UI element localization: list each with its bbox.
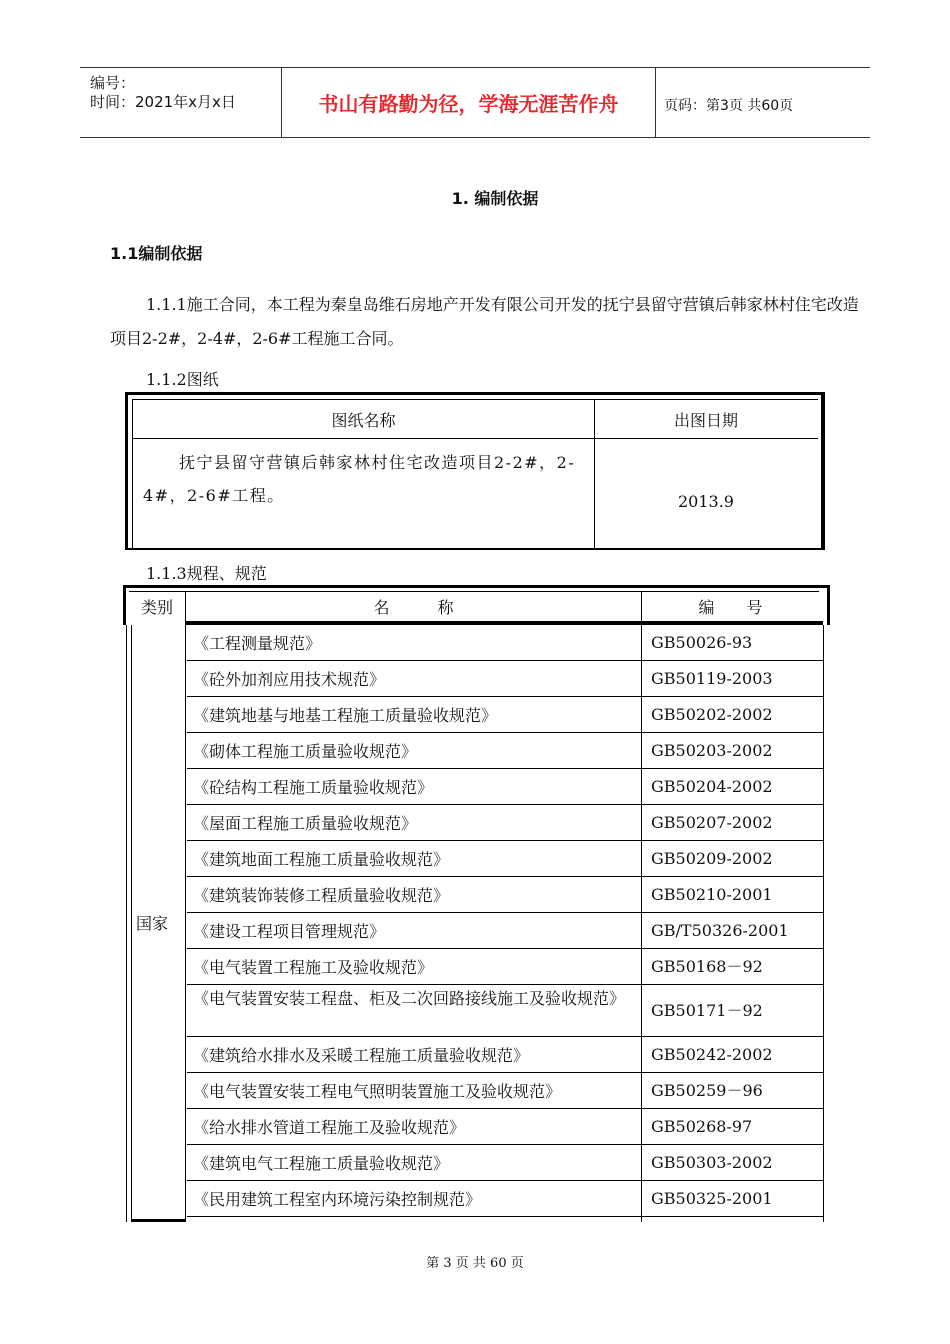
drawing-name: 抚宁县留守营镇后韩家林村住宅改造项目2-2#，2-4#，2-6#工程。 (143, 453, 576, 505)
category-label: 国家 (136, 914, 169, 933)
specs-col-category: 类别 (129, 591, 185, 621)
spec-row (187, 877, 824, 913)
spec-code: GB50259－96 (651, 1081, 763, 1100)
spec-row (187, 1109, 824, 1145)
section-subtitle: 1.1编制依据 (110, 244, 203, 263)
spec-name: 《砌体工程施工质量验收规范》 (193, 742, 418, 761)
page-header (80, 67, 870, 138)
spec-code: GB50209-2002 (651, 849, 773, 868)
spec-row (187, 697, 824, 733)
spec-row (187, 661, 824, 697)
spec-name: 《民用建筑工程室内环境污染控制规范》 (193, 1190, 482, 1209)
spec-name: 《建筑地基与地基工程施工质量验收规范》 (193, 706, 498, 725)
spec-code: GB50119-2003 (651, 669, 773, 688)
spec-row (187, 1073, 824, 1109)
spec-name: 《建筑装饰装修工程质量验收规范》 (193, 886, 450, 905)
spec-name: 《电气装置安装工程电气照明装置施工及验收规范》 (193, 1082, 562, 1101)
spec-code: GB50168－92 (651, 957, 763, 976)
header-motto: 书山有路勤为径，学海无涯苦作舟 (281, 68, 656, 137)
contract-paragraph: 1.1.1施工合同，本工程为秦皇岛维石房地产开发有限公司开发的抚宁县留守营镇后韩家林村住宅改造项目2-2#，2-4#，2-6#工程施工合同。 (110, 295, 859, 348)
spec-name: 《建筑给水排水及采暖工程施工质量验收规范》 (193, 1046, 530, 1065)
spec-name: 《工程测量规范》 (193, 634, 322, 653)
spec-name: 《建设工程项目管理规范》 (193, 922, 386, 941)
header-page-number: 页码：第3页 共60页 (664, 98, 794, 114)
header-meta (80, 68, 281, 137)
drawings-heading: 1.1.2图纸 (146, 370, 219, 389)
spec-row (187, 733, 824, 769)
spec-code: GB50026-93 (651, 633, 753, 652)
specs-table (123, 585, 830, 1222)
spec-code: GB50210-2001 (651, 885, 773, 904)
drawings-table (125, 392, 825, 550)
spec-code: GB50325-2001 (651, 1189, 773, 1208)
spec-row (187, 985, 824, 1037)
spec-code: GB50268-97 (651, 1117, 753, 1136)
spec-code: GB50202-2002 (651, 705, 773, 724)
spec-code: GB/T50326-2001 (651, 921, 789, 940)
section-title: 1. 编制依据 (451, 189, 539, 208)
spec-row (187, 1181, 824, 1217)
spec-row (187, 1145, 824, 1181)
specs-heading: 1.1.3规程、规范 (146, 564, 267, 583)
spec-name: 《屋面工程施工质量验收规范》 (193, 814, 418, 833)
spec-name: 《建筑地面工程施工质量验收规范》 (193, 850, 450, 869)
drawings-col-date: 出图日期 (673, 411, 738, 430)
spec-name: 《电气装置安装工程盘、柜及二次回路接线施工及验收规范》 (193, 989, 626, 1008)
spec-row (187, 1037, 824, 1073)
spec-name: 《砼结构工程施工质量验收规范》 (193, 778, 434, 797)
spec-row (187, 913, 824, 949)
spec-code: GB50207-2002 (651, 813, 773, 832)
drawing-date: 2013.9 (678, 492, 734, 511)
spec-name: 《电气装置工程施工及验收规范》 (193, 958, 434, 977)
spec-code: GB50204-2002 (651, 777, 773, 796)
header-time: 时间：2021年x月x日 (90, 93, 236, 111)
spec-name: 《砼外加剂应用技术规范》 (193, 670, 386, 689)
header-number: 编号： (90, 74, 136, 92)
spec-row (187, 805, 824, 841)
spec-code: GB50171－92 (651, 1001, 763, 1020)
spec-name: 《建筑电气工程施工质量验收规范》 (193, 1154, 450, 1173)
spec-row (187, 949, 824, 985)
page-footer: 第 3 页 共 60 页 (426, 1256, 524, 1271)
spec-row (187, 769, 824, 805)
specs-col-name: 名 称 (185, 591, 641, 621)
specs-col-code: 编 号 (641, 591, 819, 621)
spec-code: GB50303-2002 (651, 1153, 773, 1172)
spec-row (187, 841, 824, 877)
spec-row (187, 625, 824, 661)
spec-name: 《给水排水管道工程施工及验收规范》 (193, 1118, 466, 1137)
spec-code: GB50242-2002 (651, 1045, 773, 1064)
spec-code: GB50203-2002 (651, 741, 773, 760)
drawings-col-name: 图纸名称 (331, 411, 396, 430)
